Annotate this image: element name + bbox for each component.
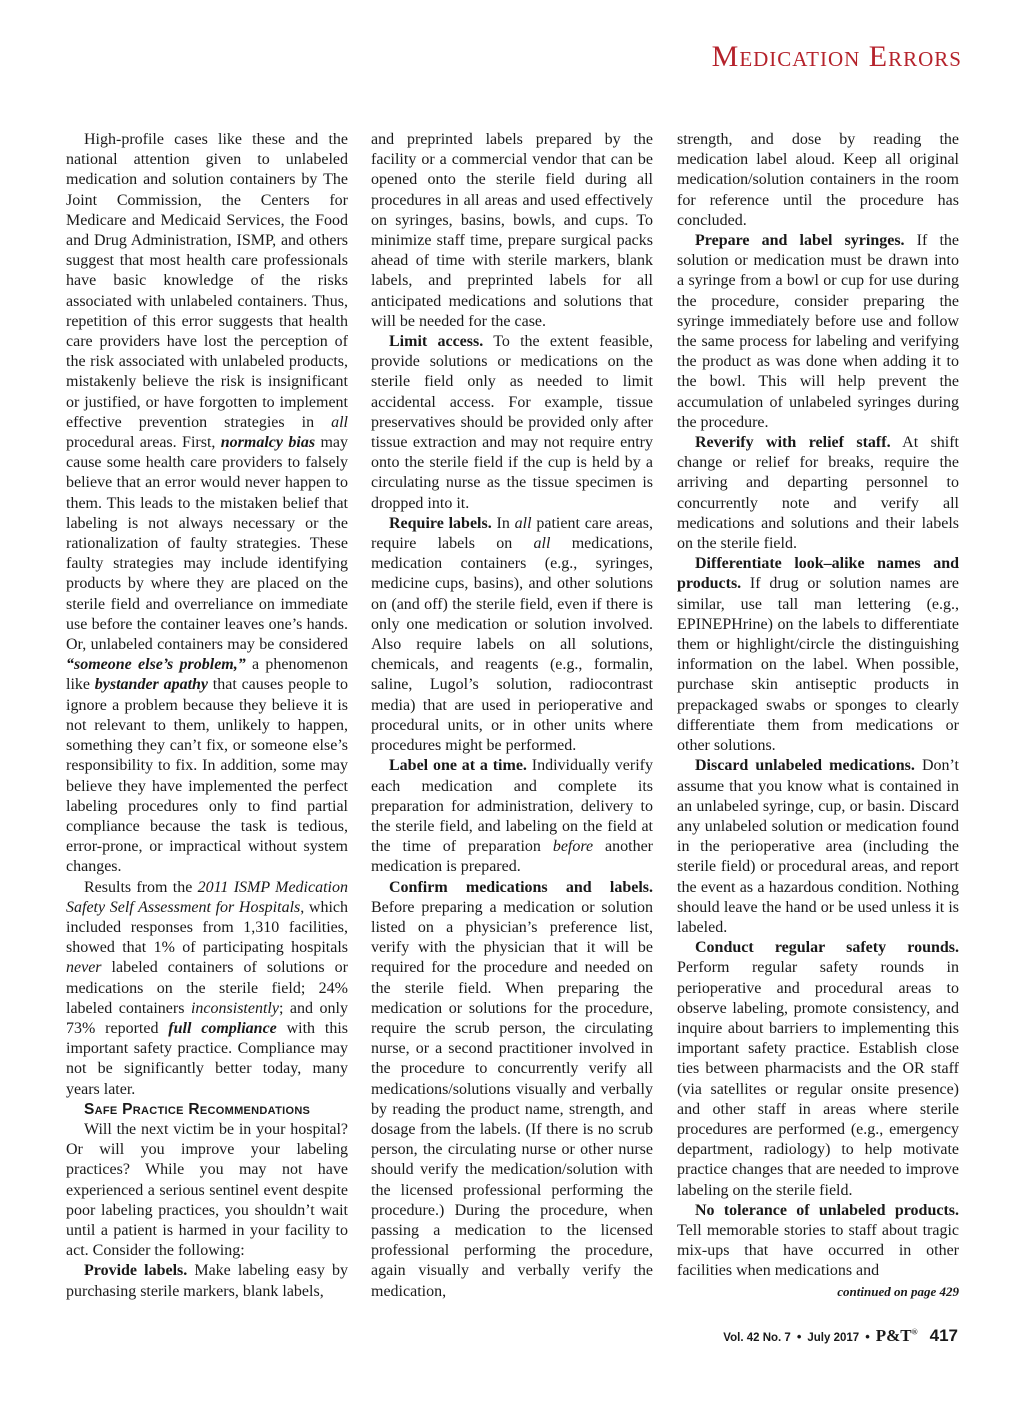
paragraph: Require labels. In all patient care areas, require labels on all medications, medication containers (e.g., syringes, medicine cups, basins), and other solutions on (and off) the sterile field, even if there is only one medication or solution involved. Also require labels on all solutions, chemicals, and reagents (e.g., formalin, saline, Lugol’s solution, radiocontrast media) that are used in perioperative and procedural units, or in other units where procedures might be performed. <box>371 514 654 755</box>
separator-dot: • <box>796 1329 802 1344</box>
paragraph: Differentiate look–alike names and products. If drug or solution names are similar, use tall man lettering (e.g., EPINEPHrine) on the labels to differentiate them or highlight/circle the distinguishing information on the label. When possible, purchase skin antiseptic products in prepackaged swabs or sponges to clearly differentiate them from medications or other solutions. <box>677 555 959 755</box>
paragraph: strength, and dose by reading the medication label aloud. Keep all original medication/solution containers in the room for reference until the procedure has concluded. <box>677 131 959 229</box>
paragraph: Results from the 2011 ISMP Medication Safety Self Assessment for Hospitals, which included responses from 1,310 facilities, showed that 1% of participating hospitals never labeled containers of solutions or medications on the sterile field; 24% labeled containers inconsistently; and only 73% reported full compliance with this important safety practice. Compliance may not be significantly better today, many years later. <box>66 878 348 1098</box>
text-column-3 <box>677 130 959 1302</box>
volume-info: Vol. 42 No. 7 <box>723 1332 791 1344</box>
separator-dot: • <box>865 1329 870 1344</box>
paragraph: Provide labels. Make labeling easy by purchasing sterile markers, blank labels, <box>66 1262 348 1300</box>
page-footer <box>723 1326 958 1346</box>
text-column-2 <box>371 130 653 1302</box>
page-number: 417 <box>929 1326 958 1345</box>
running-header-title: Medication Errors <box>711 40 962 73</box>
paragraph: Confirm medications and labels. Before preparing a medication or solution listed on a physician’s preference list, verify with the physician that it will be required for the procedure and needed on the sterile field. When preparing the medication or solutions for the procedure, require the scrub person, the circulating nurse, or a second practitioner involved in the procedure to concurrently verify all medications/solutions visually and verbally by reading the product name, strength, and dosage from the labels. (If there is no scrub person, the circulating nurse or other nurse should verify the medication/solution with the licensed professional performing the procedure.) During the procedure, when passing a medication to the licensed professional performing the procedure, again visually and verbally verify the medication, <box>371 878 653 1300</box>
paragraph: High-profile cases like these and the national attention given to unlabeled medication and solution containers by The Joint Commission, the Centers for Medicare and Medicaid Services, the Food and Drug Administration, ISMP, and others suggest that most health care professionals have basic knowledge of the risks associated with unlabeled containers. Thus, repetition of this error suggests that health care providers have lost the perception of the risk associated with unlabeled products, mistakenly believe the risk is insignificant or justified, or have forgotten to implement effective prevention strategies in all procedural areas. First, normalcy bias may cause some health care providers to falsely believe that an error would never happen to them. This leads to the mistaken belief that labeling is not always necessary or the rationalization of faulty strategies. These faulty strategies may include identifying products by where they are placed on the sterile field and overreliance on immediate use before the container leaves one’s hands. Or, unlabeled containers may be considered “someone else’s problem,” a phenomenon like bystander apathy that causes people to ignore a problem because they believe it is not relevant to them, unlikely to happen, something they can’t fix, or someone else’s responsibility to fix. In addition, some may believe they have implemented the perfect labeling procedures only to find partial compliance because the task is tedious, error-prone, or impractical without system changes. <box>66 131 349 876</box>
paragraph: Conduct regular safety rounds. Perform regular safety rounds in perioperative and procedural areas to observe labeling, promote consistency, and inquire about barriers to implementing this important safety practice. Establish close ties between pharmacists and the OR staff (via satellites or regular onsite presence) and other staff in areas where sterile procedures are performed (e.g., emergency department, radiology) to help motivate practice changes that are needed to improve labeling on the sterile field. <box>677 939 959 1199</box>
text-column-1 <box>66 130 348 1302</box>
issue-date: July 2017 <box>807 1332 860 1344</box>
paragraph: Prepare and label syringes. If the solution or medication must be drawn into a syringe from a bowl or cup for use during the procedure, consider preparing the syringe immediately before use and follow the same process for labeling and verifying the product as was done when adding it to the bowl. This will help prevent the accumulation of unlabeled syringes during the procedure. <box>677 232 960 431</box>
paragraph: Label one at a time. Individually verify each medication and complete its preparation for administration, delivery to the sterile field, and labeling on the field at the time of preparation before another medication is prepared. <box>371 757 653 876</box>
paragraph: Limit access. To the extent feasible, provide solutions or medications on the sterile field only as needed to limit accidental access. For example, tissue preservatives should be provided only after tissue extraction and may not require entry onto the sterile field if the cup is held by a circulating nurse as the tissue specimen is dropped into it. <box>371 333 653 512</box>
paragraph: Will the next victim be in your hospital? Or will you improve your labeling practices? While you may not have experienced a serious sentinel event despite poor labeling practices, you shouldn’t wait until a patient is harmed in your facility to act. Consider the following: <box>66 1120 348 1260</box>
paragraph: and preprinted labels prepared by the facility or a commercial vendor that can be opened onto the sterile field during all procedures in all areas and used effectively on syringes, basins, bowls, and cups. To minimize staff time, prepare surgical packs ahead of time with sterile markers, blank labels, and preprinted labels for all anticipated medications and solutions that will be needed for the case. <box>371 131 653 330</box>
journal-name: P&T® <box>875 1326 918 1345</box>
paragraph: Discard unlabeled medications. Don’t assume that you know what is contained in an unlabeled syringe, cup, or basin. Discard any unlabeled solution or medication found in the perioperative area (including the sterile field) or procedural areas, and report the event as a hazardous condition. Nothing should leave the hand or be used unless it is labeled. <box>677 757 959 936</box>
section-heading: Safe Practice Recommendations <box>84 1100 311 1118</box>
continued-note: continued on page 429 <box>837 1283 959 1299</box>
paragraph: Reverify with relief staff. At shift change or relief for breaks, require the arriving and departing personnel to concurrently note and verify all medications and solutions and their labels on the sterile field. <box>677 434 960 553</box>
paragraph: No tolerance of unlabeled products. Tell memorable stories to staff about tragic mix-ups that have occurred in other facilities when medications and <box>677 1201 959 1280</box>
